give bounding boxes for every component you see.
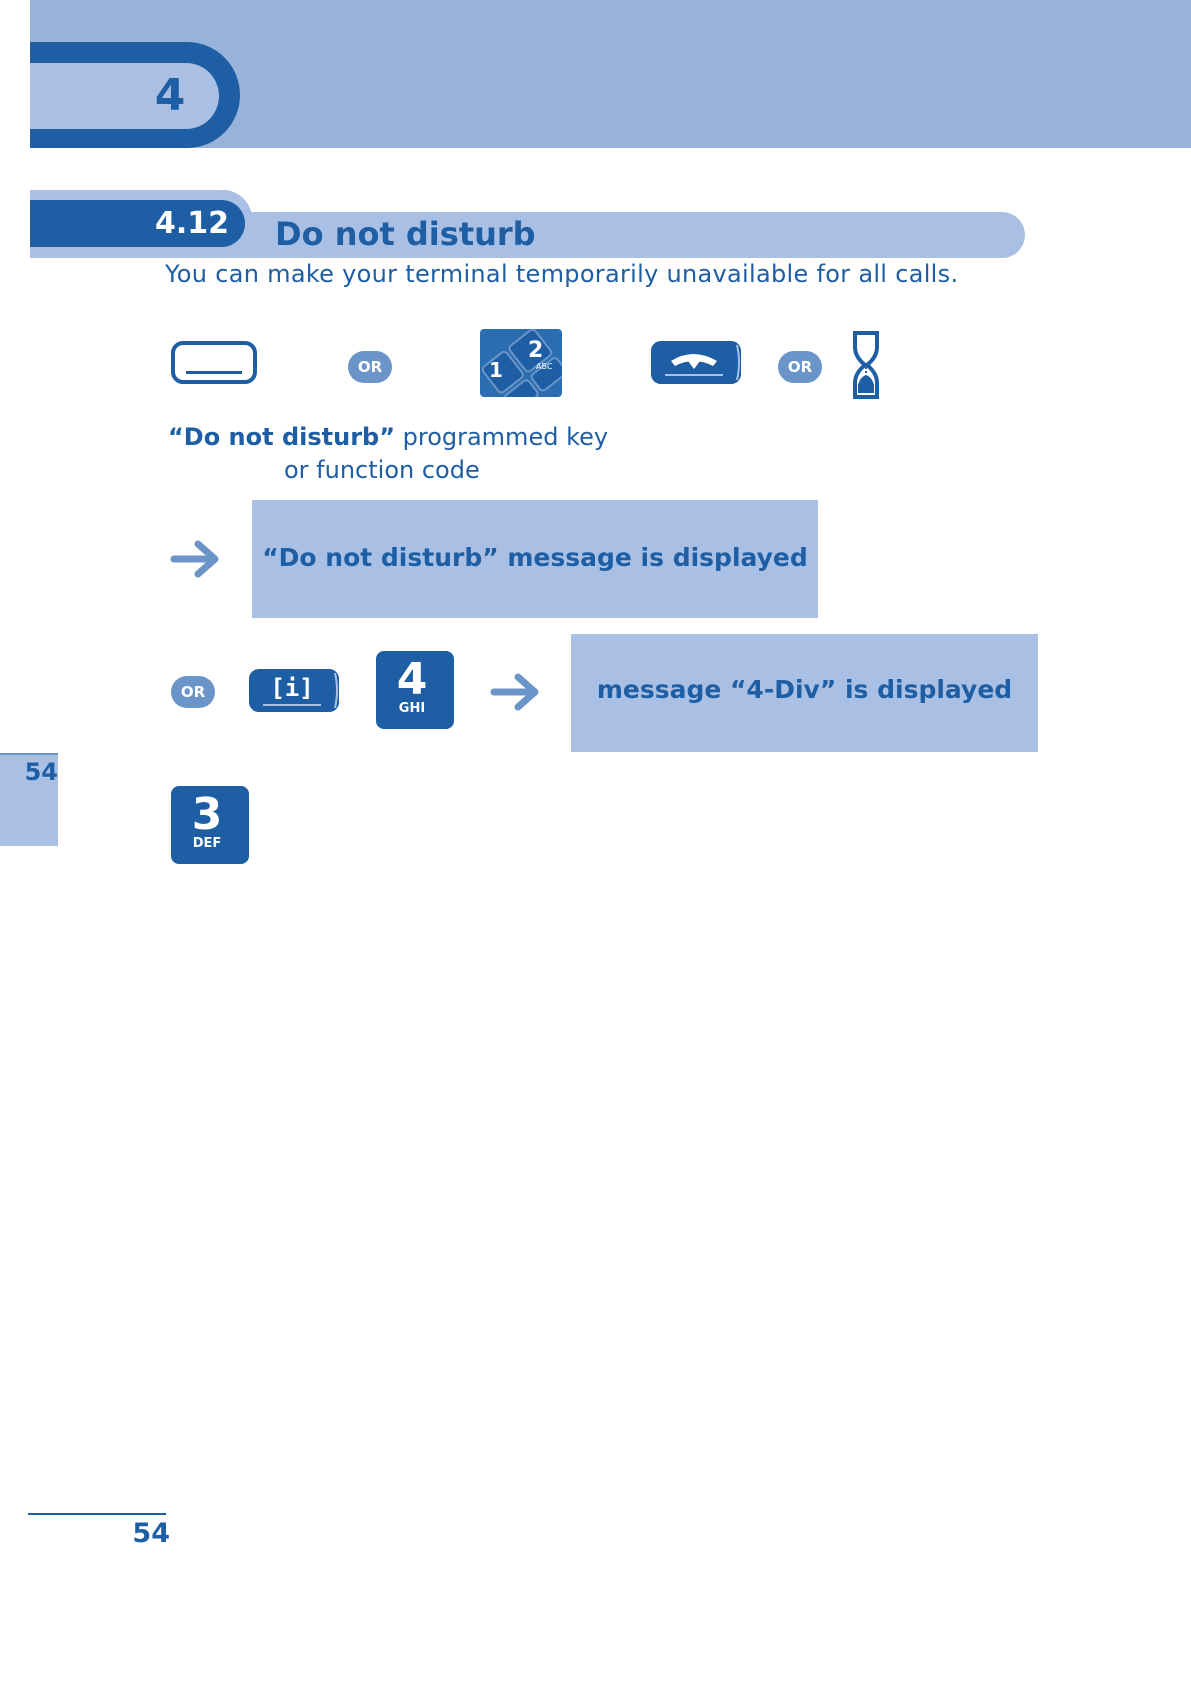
function-code-label: or function code <box>284 456 480 484</box>
programmed-key-icon <box>171 341 257 384</box>
footer-rule <box>28 1513 166 1515</box>
or-badge: OR <box>778 351 822 383</box>
programmed-key-label-rest: programmed key <box>394 423 609 451</box>
info-key-icon <box>249 669 339 712</box>
side-page-tab-line <box>0 753 58 755</box>
dial-key-2-letters: ABC <box>536 362 553 371</box>
key-3-number: 3 <box>191 789 223 840</box>
display-message-text: message “4-Div” is displayed <box>596 675 1013 704</box>
key-4-number: 4 <box>396 654 428 705</box>
section-number: 4.12 <box>155 206 230 241</box>
footer-page-number: 54 <box>132 1518 170 1549</box>
programmed-key-label <box>168 423 608 451</box>
key-4-letters: GHI <box>398 701 426 716</box>
display-message-text: “Do not disturb” message is displayed <box>262 543 808 572</box>
arrow-right-icon <box>170 539 222 579</box>
dial-pad-icon <box>480 329 562 397</box>
dial-key-2: 2 <box>528 338 544 363</box>
side-page-number: 54 <box>24 758 58 786</box>
or-badge: OR <box>348 351 392 383</box>
key-3-letters: DEF <box>192 836 222 851</box>
section-title: Do not disturb <box>275 215 536 253</box>
programmed-key-label-bold: “Do not disturb” <box>168 423 395 451</box>
programmed-key-line <box>186 371 242 374</box>
chapter-number: 4 <box>154 70 186 121</box>
info-key-symbol: [i] <box>270 674 314 702</box>
or-badge: OR <box>171 676 215 708</box>
intro-text: You can make your terminal temporarily unavailable for all calls. <box>165 260 959 288</box>
hang-up-key-icon <box>651 341 741 384</box>
dial-key-1: 1 <box>489 358 503 382</box>
hourglass-icon <box>851 331 881 399</box>
arrow-right-icon <box>490 672 542 712</box>
